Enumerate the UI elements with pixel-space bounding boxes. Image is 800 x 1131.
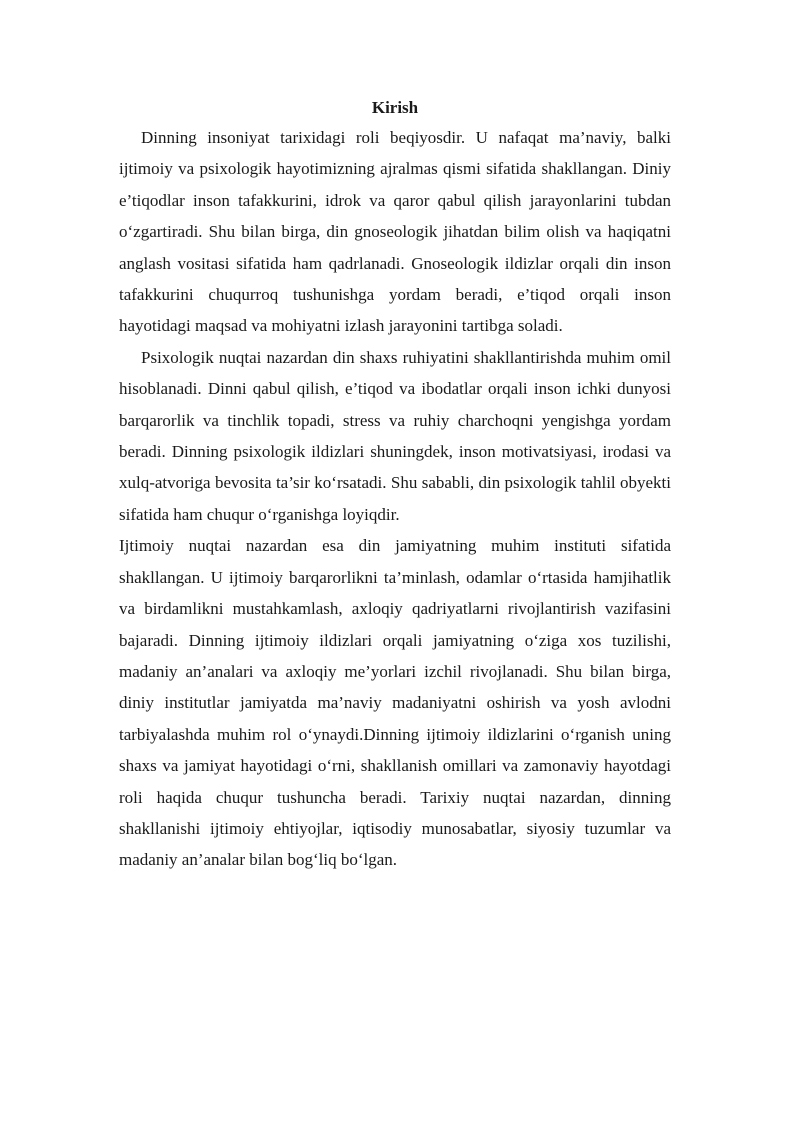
paragraph-psychological: Psixologik nuqtai nazardan din shaxs ruhiyatini shakllantirishda muhim omil hisoblanadi. Dinni qabul qilish, e’tiqod va ibodatlar orqali inson ichki dunyosi barqarorlik va tinchlik topadi, stress va ruhiy charchoqni yengishga yordam beradi. Dinning psixologik ildizlari shuningdek, inson motivatsiyasi, irodasi va xulq-atvoriga bevosita ta’sir ko‘rsatadi. Shu sababli, din psixologik tahlil obyekti sifatida ham chuqur o‘rganishga loyiqdir. [119, 347, 671, 524]
paragraph-social: Ijtimoiy nuqtai nazardan esa din jamiyatning muhim instituti sifatida shakllangan. U ijtimoiy barqarorlikni ta’minlash, odamlar o‘rtasida hamjihatlik va birdamlikni mustahkamlash, axloqiy qadriyatlarni rivojlantirish vazifasini bajaradi. Dinning ijtimoiy ildizlari orqali jamiyatning o‘ziga xos tuzilishi, madaniy an’analari va axloqiy me’yorlari izchil rivojlanadi. Shu bilan birga, diniy institutlar jamiyatda ma’naviy madaniyatni oshirish va yosh avlodni tarbiyalashda muhim rol o‘ynaydi.Dinning ijtimoiy ildizlarini o‘rganish uning shaxs va jamiyat hayotidagi o‘rni, shakllanish omillari va zamonaviy hayotdagi roli haqida chuqur tushuncha beradi. Tarixiy nuqtai nazardan, dinning shakllanishi ijtimoiy ehtiyojlar, iqtisodiy munosabatlar, siyosiy tuzumlar va madaniy an’analar bilan bog‘liq bo‘lgan. [119, 536, 671, 870]
document-body [119, 94, 671, 876]
paragraph-introduction: Dinning insoniyat tarixidagi roli beqiyosdir. U nafaqat ma’naviy, balki ijtimoiy va psixologik hayotimizning ajralmas qismi sifatida shakllangan. Diniy e’tiqodlar inson tafakkurini, idrok va qaror qabul qilish jarayonlarini tubdan o‘zgartiradi. Shu bilan birga, din gnoseologik jihatdan bilim olish va haqiqatni anglash vositasi sifatida ham qadrlanadi. Gnoseologik ildizlar orqali din inson tafakkurini chuqurroq tushunishga yordam beradi, e’tiqod orqali inson hayotidagi maqsad va mohiyatni izlash jarayonini tartibga soladi. [119, 128, 671, 336]
document-title: Kirish [371, 98, 419, 117]
